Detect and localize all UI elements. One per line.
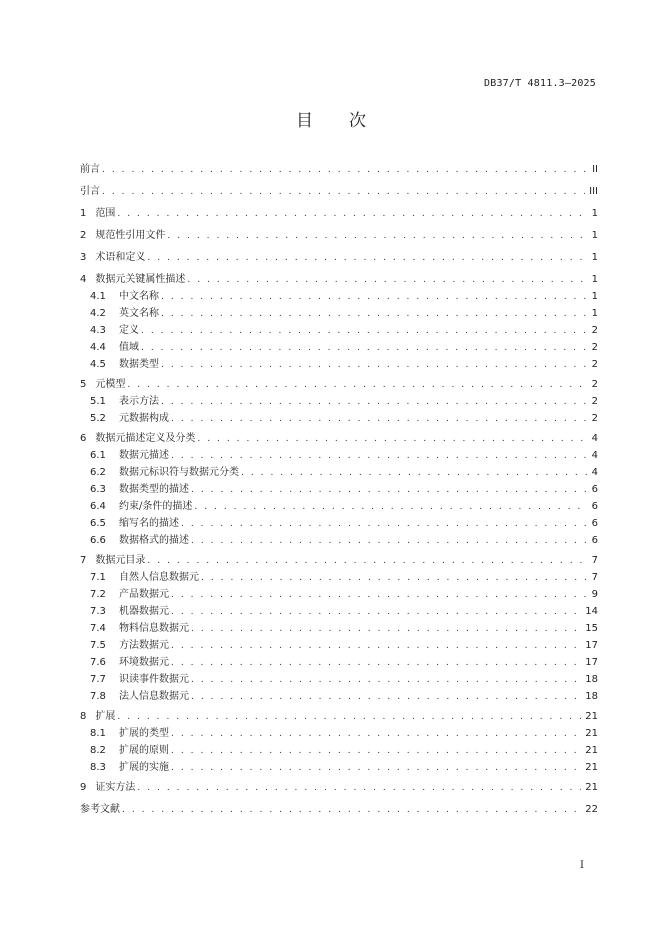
toc-entry[interactable] <box>80 206 598 222</box>
toc-entry[interactable] <box>90 289 598 305</box>
toc-entry-number: 7.1 <box>90 572 106 583</box>
toc-entry[interactable] <box>90 357 598 373</box>
toc-entry-title: 数据元关键属性描述 <box>95 274 186 285</box>
toc-entry-title: 证实方法 <box>95 782 136 793</box>
toc-leader-dots <box>141 323 588 339</box>
toc-entry-title: 表示方法 <box>119 396 159 407</box>
toc-entry-title: 产品数据元 <box>119 589 169 600</box>
toc-leader-dots <box>117 206 587 222</box>
toc-entry-page: 7 <box>591 555 598 566</box>
toc-entry[interactable] <box>80 184 598 200</box>
toc-entry-page: 4 <box>591 467 598 478</box>
toc-entry-number: 6.3 <box>90 484 106 495</box>
toc-entry-title: 数据元标识符与数据元分类 <box>119 467 239 478</box>
toc-entry[interactable] <box>90 499 598 515</box>
toc-entry[interactable] <box>80 802 598 818</box>
toc-entry[interactable] <box>80 250 598 266</box>
toc-entry-number: 7.2 <box>90 589 106 600</box>
toc-leader-dots <box>161 306 588 322</box>
toc-entry-number: 5.1 <box>90 396 106 407</box>
toc-entry-title: 扩展的实施 <box>119 762 169 773</box>
toc-leader-dots <box>191 621 581 637</box>
toc-leader-dots <box>171 411 588 427</box>
toc-leader-dots <box>191 482 588 498</box>
toc-entry[interactable] <box>90 587 598 603</box>
toc-leader-dots <box>137 780 581 796</box>
toc-entry-title: 数据元目录 <box>95 555 146 566</box>
toc-entry-title: 中文名称 <box>119 291 159 302</box>
toc-entry-title: 元模型 <box>95 379 126 390</box>
toc-entry-title: 参考文献 <box>80 804 120 815</box>
toc-leader-dots <box>201 570 588 586</box>
toc-entry-number: 4.5 <box>90 359 106 370</box>
toc-leader-dots <box>141 340 588 356</box>
toc-leader-dots <box>161 289 588 305</box>
toc-leader-dots <box>171 604 581 620</box>
toc-entry-page: 6 <box>591 535 598 546</box>
page-title-char-1: 目 <box>296 111 313 131</box>
toc-entry[interactable] <box>90 760 598 776</box>
toc-entry-number: 9 <box>80 782 87 793</box>
toc-entry-page: 21 <box>585 762 598 773</box>
toc-entry-title: 数据元描述定义及分类 <box>95 433 196 444</box>
toc-entry-number: 7 <box>80 555 87 566</box>
toc-entry-page: 1 <box>591 291 598 302</box>
toc-entry[interactable] <box>90 689 598 705</box>
toc-leader-dots <box>241 465 588 481</box>
toc-entry-number: 6.6 <box>90 535 106 546</box>
toc-entry-number: 6.2 <box>90 467 106 478</box>
toc-leader-dots <box>171 587 588 603</box>
toc-entry-title: 前言 <box>80 164 100 175</box>
toc-leader-dots <box>122 802 581 818</box>
toc-entry-page: 2 <box>591 396 598 407</box>
toc-entry[interactable] <box>90 604 598 620</box>
toc-leader-dots <box>127 377 587 393</box>
toc-entry[interactable] <box>90 570 598 586</box>
toc-entry-title: 引言 <box>80 186 100 197</box>
toc-entry-title: 方法数据元 <box>119 640 169 651</box>
toc-leader-dots <box>191 533 588 549</box>
toc-entry-page: 7 <box>591 572 598 583</box>
toc-entry-title: 物料信息数据元 <box>119 623 189 634</box>
toc-entry-page: 2 <box>591 359 598 370</box>
toc-entry-page: 14 <box>585 606 598 617</box>
toc-entry-page: 1 <box>591 208 598 219</box>
toc-entry-title: 定义 <box>119 325 139 336</box>
toc-entry-page: 1 <box>591 230 598 241</box>
toc-entry-number: 7.7 <box>90 674 106 685</box>
toc-entry-page: III <box>589 186 598 197</box>
toc-entry-number: 8.2 <box>90 745 106 756</box>
toc-entry[interactable] <box>90 726 598 742</box>
toc-entry-title: 英文名称 <box>119 308 159 319</box>
toc-entry-number: 4.2 <box>90 308 106 319</box>
toc-entry-title: 规范性引用文件 <box>95 230 166 241</box>
toc-entry-page: 2 <box>591 325 598 336</box>
toc-entry[interactable] <box>80 431 598 447</box>
toc-entry-number: 7.5 <box>90 640 106 651</box>
toc-entry[interactable] <box>80 377 598 393</box>
toc-entry-title: 数据类型 <box>119 359 159 370</box>
toc-leader-dots <box>194 499 587 515</box>
toc-entry[interactable] <box>80 709 598 725</box>
toc-entry-number: 2 <box>80 230 87 241</box>
toc-entry-title: 机器数据元 <box>119 606 169 617</box>
toc-entry-page: 21 <box>585 711 598 722</box>
toc-entry[interactable] <box>80 228 598 244</box>
toc-entry[interactable] <box>90 323 598 339</box>
toc-leader-dots <box>171 760 581 776</box>
toc-entry-title: 数据格式的描述 <box>119 535 189 546</box>
toc-entry-number: 3 <box>80 252 87 263</box>
toc-entry-title: 识读事件数据元 <box>119 674 189 685</box>
toc-leader-dots <box>197 431 587 447</box>
toc-entry-page: 22 <box>585 804 598 815</box>
toc-entry-page: 18 <box>585 691 598 702</box>
toc-entry-page: 21 <box>585 745 598 756</box>
page-title <box>0 106 662 131</box>
toc-entry-page: II <box>592 164 598 175</box>
toc-entry-page: 4 <box>591 450 598 461</box>
toc-leader-dots <box>181 516 588 532</box>
toc-leader-dots <box>171 638 581 654</box>
toc-entry-title: 元数据构成 <box>119 413 169 424</box>
toc-leader-dots <box>171 726 581 742</box>
toc-leader-dots <box>191 672 581 688</box>
toc-entry-page: 2 <box>591 413 598 424</box>
toc-entry[interactable] <box>90 516 598 532</box>
toc-entry[interactable] <box>90 340 598 356</box>
toc-entry-number: 4 <box>80 274 87 285</box>
toc-entry-number: 4.1 <box>90 291 106 302</box>
page-number: I <box>580 860 584 871</box>
toc-entry-number: 6.5 <box>90 518 106 529</box>
toc-entry[interactable] <box>90 743 598 759</box>
toc-entry-title: 缩写名的描述 <box>119 518 179 529</box>
toc-entry[interactable] <box>90 672 598 688</box>
toc-entry[interactable] <box>90 465 598 481</box>
toc-entry-number: 4.4 <box>90 342 106 353</box>
toc-leader-dots <box>187 272 587 288</box>
toc-entry-number: 4.3 <box>90 325 106 336</box>
toc-entry-page: 2 <box>591 379 598 390</box>
toc-entry-number: 5.2 <box>90 413 106 424</box>
toc-entry[interactable] <box>90 306 598 322</box>
toc-entry-title: 数据类型的描述 <box>119 484 189 495</box>
toc-leader-dots <box>102 162 588 178</box>
toc-entry-page: 9 <box>591 589 598 600</box>
toc-entry-number: 7.4 <box>90 623 106 634</box>
toc-entry-number: 8.3 <box>90 762 106 773</box>
toc-leader-dots <box>191 689 581 705</box>
toc-entry-title: 数据元描述 <box>119 450 169 461</box>
toc-entry-number: 1 <box>80 208 87 219</box>
toc-entry-page: 21 <box>585 728 598 739</box>
toc-entry-number: 7.6 <box>90 657 106 668</box>
toc-entry-page: 21 <box>585 782 598 793</box>
toc-entry-title: 约束/条件的描述 <box>119 501 193 512</box>
toc-entry-page: 1 <box>591 308 598 319</box>
toc-leader-dots <box>171 448 588 464</box>
toc-leader-dots <box>171 743 581 759</box>
toc-entry[interactable] <box>80 553 598 569</box>
standard-code: DB37/T 4811.3—2025 <box>484 78 596 89</box>
toc-entry[interactable] <box>90 448 598 464</box>
toc-entry[interactable] <box>80 272 598 288</box>
toc-entry-title: 术语和定义 <box>95 252 146 263</box>
toc-entry-title: 法人信息数据元 <box>119 691 189 702</box>
toc-entry-page: 6 <box>591 484 598 495</box>
toc-entry-title: 值域 <box>119 342 139 353</box>
toc-leader-dots <box>161 357 588 373</box>
page-title-char-2: 次 <box>349 111 366 131</box>
toc-entry-title: 范围 <box>95 208 116 219</box>
toc-entry[interactable] <box>90 655 598 671</box>
toc-entry-page: 17 <box>585 640 598 651</box>
toc-entry-title: 环境数据元 <box>119 657 169 668</box>
toc-entry-page: 1 <box>591 274 598 285</box>
toc-entry-page: 18 <box>585 674 598 685</box>
toc-entry-page: 15 <box>585 623 598 634</box>
toc-entry-title: 扩展 <box>95 711 116 722</box>
toc-entry-page: 17 <box>585 657 598 668</box>
toc-entry-page: 6 <box>591 518 598 529</box>
toc-entry-number: 7.8 <box>90 691 106 702</box>
toc-leader-dots <box>147 250 587 266</box>
toc-entry-page: 1 <box>591 252 598 263</box>
toc-entry-number: 6.1 <box>90 450 106 461</box>
toc-leader-dots <box>147 553 587 569</box>
toc-entry-page: 4 <box>591 433 598 444</box>
toc-entry-page: 2 <box>591 342 598 353</box>
toc-leader-dots <box>167 228 587 244</box>
toc-entry-number: 6 <box>80 433 87 444</box>
toc-entry[interactable] <box>90 411 598 427</box>
toc-entry[interactable] <box>80 162 598 178</box>
toc-entry-page: 6 <box>591 501 598 512</box>
toc-entry-number: 8 <box>80 711 87 722</box>
toc-leader-dots <box>171 655 581 671</box>
toc-entry-number: 6.4 <box>90 501 106 512</box>
toc-entry-number: 7.3 <box>90 606 106 617</box>
toc-entry-title: 自然人信息数据元 <box>119 572 199 583</box>
toc-entry-number: 8.1 <box>90 728 106 739</box>
toc-leader-dots <box>161 394 588 410</box>
toc-entry-title: 扩展的原则 <box>119 745 169 756</box>
toc-entry[interactable] <box>90 394 598 410</box>
toc-leader-dots <box>117 709 581 725</box>
toc-entry[interactable] <box>90 482 598 498</box>
toc-leader-dots <box>102 184 585 200</box>
toc-entry-title: 扩展的类型 <box>119 728 169 739</box>
toc-entry-number: 5 <box>80 379 87 390</box>
toc-entry[interactable] <box>90 638 598 654</box>
toc-entry[interactable] <box>80 780 598 796</box>
toc-entry[interactable] <box>90 533 598 549</box>
toc-entry[interactable] <box>90 621 598 637</box>
